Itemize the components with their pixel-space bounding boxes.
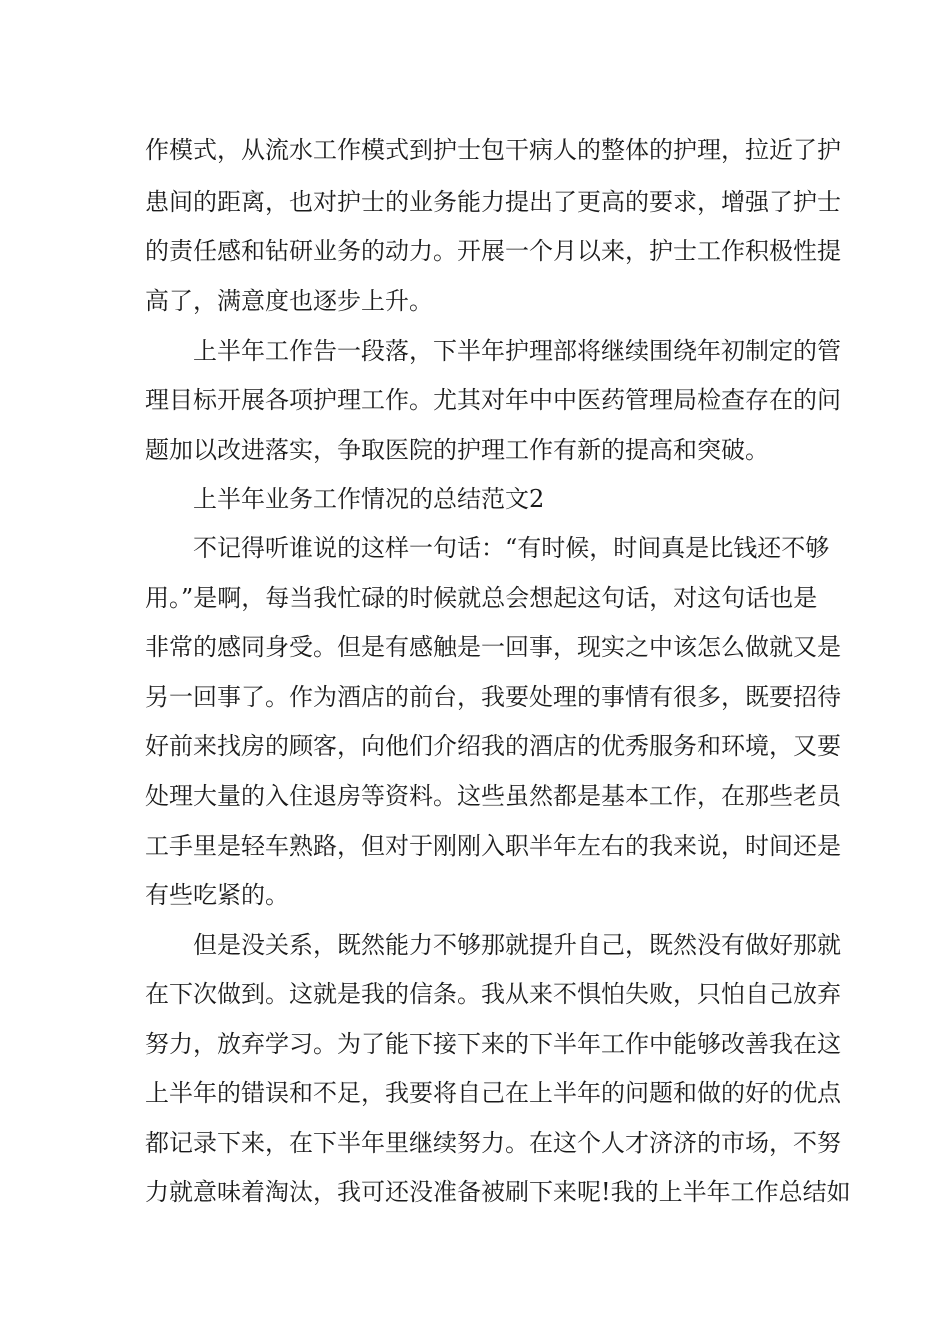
- paragraph-line: 上半年工作告一段落，下半年护理部将继续围绕年初制定的管: [193, 337, 841, 365]
- paragraph-line: 有些吃紧的。: [145, 881, 289, 909]
- paragraph-line: 但是没关系，既然能力不够那就提升自己，既然没有做好那就: [193, 931, 841, 959]
- paragraph-line: 高了，满意度也逐步上升。: [145, 287, 433, 315]
- paragraph-line: 好前来找房的顾客，向他们介绍我的酒店的优秀服务和环境，又要: [145, 732, 841, 760]
- paragraph-line: 处理大量的入住退房等资料。这些虽然都是基本工作，在那些老员: [145, 782, 841, 810]
- section-title: 上半年业务工作情况的总结范文2: [193, 485, 545, 513]
- paragraph-line: 患间的距离，也对护士的业务能力提出了更高的要求，增强了护士: [145, 188, 841, 216]
- paragraph-line: 工手里是轻车熟路，但对于刚刚入职半年左右的我来说，时间还是: [145, 832, 841, 860]
- paragraph-line: 另一回事了。作为酒店的前台，我要处理的事情有很多，既要招待: [145, 683, 841, 711]
- paragraph-line: 题加以改进落实，争取医院的护理工作有新的提高和突破。: [145, 436, 769, 464]
- paragraph-line: 上半年的错误和不足，我要将自己在上半年的问题和做的好的优点: [145, 1079, 841, 1107]
- paragraph-line: 用。”是啊，每当我忙碌的时候就总会想起这句话，对这句话也是: [145, 584, 818, 612]
- paragraph-line: 的责任感和钻研业务的动力。开展一个月以来，护士工作积极性提: [145, 237, 841, 265]
- paragraph-line: 非常的感同身受。但是有感触是一回事，现实之中该怎么做就又是: [145, 633, 841, 661]
- paragraph-line: 作模式，从流水工作模式到护士包干病人的整体的护理，拉近了护: [145, 136, 841, 164]
- paragraph-line: 都记录下来，在下半年里继续努力。在这个人才济济的市场，不努: [145, 1129, 841, 1157]
- paragraph-line: 力就意味着淘汰，我可还没准备被刷下来呢!我的上半年工作总结如: [145, 1178, 851, 1206]
- paragraph-line: 理目标开展各项护理工作。尤其对年中中医药管理局检查存在的问: [145, 386, 841, 414]
- paragraph-line: 努力，放弃学习。为了能下接下来的下半年工作中能够改善我在这: [145, 1030, 841, 1058]
- paragraph-line: 在下次做到。这就是我的信条。我从来不惧怕失败，只怕自己放弃: [145, 980, 841, 1008]
- paragraph-line: 不记得听谁说的这样一句话：“有时候，时间真是比钱还不够: [193, 534, 830, 562]
